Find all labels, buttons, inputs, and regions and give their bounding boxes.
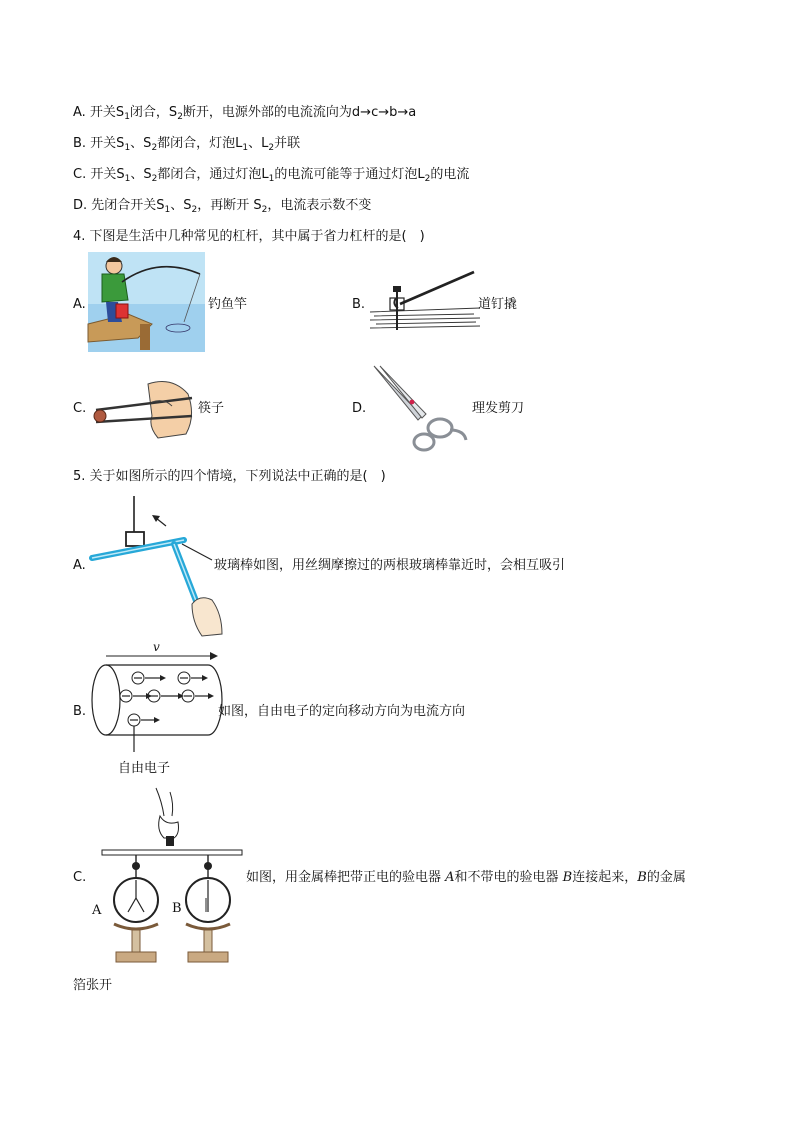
sub: 2 xyxy=(177,112,183,122)
text: 如图，用金属棒把带正电的验电器 xyxy=(246,870,446,885)
wire-electrons-icon xyxy=(90,640,224,752)
text: 的金属 xyxy=(646,870,686,885)
q5-c-letter: C. xyxy=(73,870,87,885)
sub: 2 xyxy=(268,143,275,153)
q5-a-letter: A. xyxy=(73,558,86,573)
sub: 2 xyxy=(261,205,268,215)
italic-a: A xyxy=(445,870,455,885)
q5-b-letter: B. xyxy=(73,704,87,719)
q3-option-b xyxy=(73,135,300,157)
chopsticks-icon xyxy=(88,376,198,440)
text: ，电流表示数不变 xyxy=(267,198,372,213)
sub: 2 xyxy=(424,174,431,184)
q4-stem: 4. 下图是生活中几种常见的杠杆，其中属于省力杠杆的是( ) xyxy=(73,229,425,244)
text: 和不带电的验电器 xyxy=(454,870,563,885)
text: 断开，电源外部的电流流向为d→c→b→a xyxy=(182,105,417,120)
q4-d-letter: D. xyxy=(352,401,367,416)
text: D. 先闭合开关S xyxy=(73,198,165,213)
sub: 1 xyxy=(124,143,131,153)
italic-b: B xyxy=(637,870,647,885)
q5-c-text xyxy=(246,869,686,887)
electroscope-a-label: A xyxy=(92,903,102,918)
q4-a-letter: A. xyxy=(73,297,86,312)
sub: 1 xyxy=(242,143,249,153)
text: 都闭合，灯泡L xyxy=(157,136,243,151)
q5-a-text: 玻璃棒如图，用丝绸摩擦过的两根玻璃棒靠近时，会相互吸引 xyxy=(214,558,566,573)
glass-rods-icon xyxy=(88,496,228,636)
sub: 1 xyxy=(124,112,130,122)
q4-c-label: 筷子 xyxy=(198,401,225,416)
electroscope-b-label: B xyxy=(172,901,182,916)
q4-b-letter: B. xyxy=(352,297,366,312)
scissors-icon xyxy=(372,364,468,456)
q3-option-c xyxy=(73,166,469,188)
q4-a-label: 钓鱼竿 xyxy=(208,297,248,312)
q3-option-a xyxy=(73,104,416,126)
q3-option-d xyxy=(73,197,371,219)
text: C. 开关S xyxy=(73,167,125,182)
text: 都闭合，通过灯泡L xyxy=(157,167,269,182)
crowbar-icon xyxy=(370,268,480,338)
sub: 2 xyxy=(151,174,158,184)
text: 闭合，S xyxy=(129,105,178,120)
text: 、S xyxy=(130,136,152,151)
sub: 1 xyxy=(124,174,131,184)
q5-c-continuation: 箔张开 xyxy=(73,978,113,993)
italic-b: B xyxy=(562,870,573,885)
fishing-icon xyxy=(88,252,205,352)
q5-stem: 5. 关于如图所示的四个情境，下列说法中正确的是( ) xyxy=(73,469,386,484)
text: 的电流 xyxy=(430,167,470,182)
text: B. 开关S xyxy=(73,136,125,151)
velocity-label: v xyxy=(153,640,160,654)
q4-b-label: 道钉撬 xyxy=(478,297,518,312)
sub: 1 xyxy=(164,205,171,215)
sub: 2 xyxy=(151,143,158,153)
q4-c-letter: C. xyxy=(73,401,87,416)
sub: 1 xyxy=(268,174,275,184)
q4-d-label: 理发剪刀 xyxy=(472,401,525,416)
text: A. 开关S xyxy=(73,105,125,120)
text: 、L xyxy=(248,136,269,151)
text: 、S xyxy=(130,167,152,182)
q5-b-text: 如图，自由电子的定向移动方向为电流方向 xyxy=(218,704,466,719)
text: 、S xyxy=(170,198,192,213)
sub: 2 xyxy=(191,205,198,215)
text: 并联 xyxy=(274,136,301,151)
electroscopes-icon xyxy=(100,786,244,968)
free-electron-caption: 自由电子 xyxy=(118,761,171,776)
text: ，再断开 S xyxy=(197,198,262,213)
text: 的电流可能等于通过灯泡L xyxy=(274,167,425,182)
text: 连接起来， xyxy=(572,870,638,885)
